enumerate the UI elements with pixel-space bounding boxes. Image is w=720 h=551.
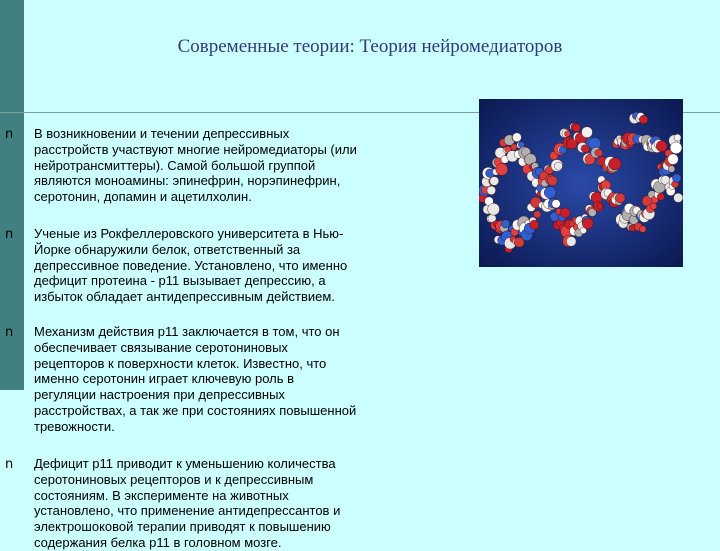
bullet-marker: n (5, 325, 14, 340)
bullet-text: Ученые из Рокфеллеровского университета в Нью- Йорке обнаружили белок, ответственный за депрессивное поведение. Установлено, что именно дефицит протеина - p11 вызывает депрессию, а избыток обладает антидепрессивным действием. (34, 226, 348, 305)
bullet-text: В возникновении и течении депрессивных расстройств участвуют многие нейромедиаторы (или нейротрансмиттеры). Самой большой группой являются моноамины: эпинефрин, норэпинефрин, серотонин, допамин и ацетилхолин. (34, 126, 357, 205)
bullet-text: Дефицит p11 приводит к уменьшению количества серотониновых рецепторов и к депрессивным состояниям. В эксперименте на животных установлено, что применение антидепрессантов и электрошоковой терапии приводят к повышению содержания белка p11 в головном мозге. (34, 456, 341, 550)
bullet-marker: n (5, 127, 14, 142)
bullet-marker: n (5, 457, 14, 472)
bullet-marker: n (5, 227, 14, 242)
bullet-text: Механизм действия p11 заключается в том, что он обеспечивает связывание серотониновых рецепторов к поверхности клеток. Известно, что именно серотонин играет ключевую роль в регуляции настроения при депрессивных расстройствах, а так же при состояниях повышенной тревожности. (34, 324, 357, 434)
slide-title: Современные теории: Теория нейромедиаторов (177, 36, 563, 57)
